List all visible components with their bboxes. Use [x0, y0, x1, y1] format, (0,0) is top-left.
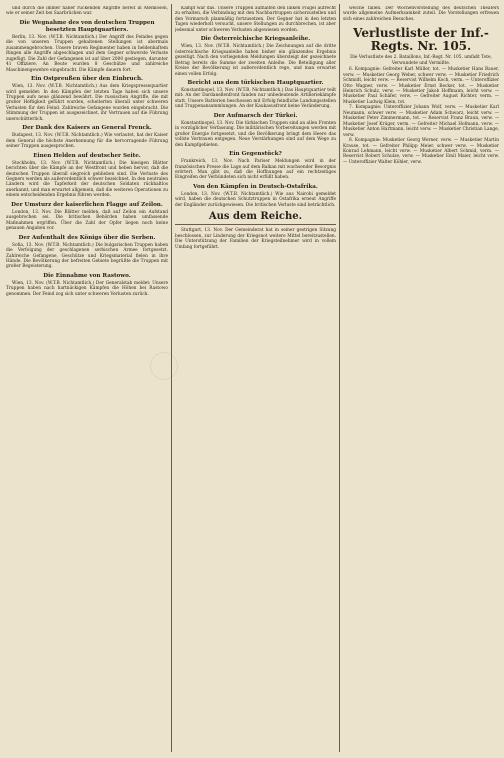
article-headline: Von den Kämpfen in Deutsch-Ostafrika. [193, 183, 318, 190]
article-paragraph: Konstantinopel, 13. Nov. (W.T.B. Nichtamtlich.) Das Hauptquartier teilt mit: An der Dardanellenfront fanden nur unbedeutende Artilleriekämpfe statt. Unsere Batterien beschossen mit Erfolg feindliche Landungsstellen und Truppenansammlungen. An der Kaukasusfront keine Veränderung. [175, 87, 336, 110]
article-paragraph: Budapest, 13. Nov. (W.T.B. Nichtamtlich.) Wie verlautet, hat der Kaiser dem General die höchste Anerkennung für die hervorragende Führung seiner Truppen ausgesprochen. [6, 133, 168, 150]
article-paragraph: welche fallen. Der Wochenvorstellung des deutschen Theaters wurde allgemeine Aufmerksamkeit zuteil. Die Vorstellungen erfreuen sich eines zahlreichen Besuches. [343, 6, 499, 22]
article-paragraph: 7. Kompagnie: Unteroffizier Johann Wolf, verw. — Musketier Karl Neumann, schwer verw. — Musketier Adam Schwarz, leicht verw. — Musketier Peter Zimmermann, tot. — Reservist Franz Braun, verw. — Musketier Josef Krüger, verm. — Gefreiter Michael Hofmann, verw. — Musketier Anton Hartmann, leicht verw. — Musketier Christian Lange, verw. [343, 105, 499, 138]
column-left [6, 6, 168, 750]
article-paragraph: Kampf war das. Unsere Truppen aufhalten den linken Flügel aufrecht zu erhalten, die Verbindung mit den Nachbartruppen sicherzustellen und den Vormarsch planmäßig fortzusetzen. Der Gegner hat in den letzten Tagen wiederholt versucht, unsere Stellungen zu durchbrechen, ist aber jedesmal unter schweren Verlusten abgewiesen worden. [175, 6, 336, 33]
article-headline: Der Dank des Kaisers an General Frenck. [22, 125, 152, 132]
article-paragraph: Berlin, 13. Nov. (W.T.B. Nichtamtlich.) Der Angriff des Feindes gegen die von unseren Truppen gehaltenen Stellungen ist abermals zusammengebrochen. Unsere braven Regimenter haben in heldenhaftem Ringen alle Angriffe abgeschlagen und dem Gegner schwerste Verluste zugefügt. Die Zahl der Gefangenen ist auf über 2000 gestiegen, darunter 41 Offiziere. An Beute wurden 8 Geschütze und zahlreiche Maschinengewehre eingebracht. Die Kämpfe dauern fort. [6, 34, 168, 73]
article-paragraph: London, 13. Nov. (W.T.B. Nichtamtlich.) Wie aus Nairobi gemeldet wird, haben die deutschen Schutztruppen in Ostafrika erneut Angriffe der Engländer zurückgewiesen. Die britischen Verluste sind beträchtlich. [175, 191, 336, 208]
article [6, 153, 168, 199]
article [6, 202, 168, 232]
article-paragraph: Konstantinopel, 13. Nov. Die türkischen Truppen sind an allen Fronten in vorzüglicher Verfassung. Die militärischen Vorbereitungen werden mit großer Energie fortgesetzt, und die Bevölkerung bringt dem Heere das vollste Vertrauen entgegen. Neue Verstärkungen sind auf dem Wege zu den Kampfgebieten. [175, 120, 336, 148]
article [175, 211, 336, 250]
article [6, 273, 168, 297]
article-headline: Der Umsturz der kaiserlichen Flagge auf Zeilon. [11, 201, 163, 208]
article [175, 36, 336, 77]
article-paragraph: London, 13. Nov. Die Blätter melden, daß auf Zeilon ein Aufstand ausgebrochen sei. Die britischen Behörden haben umfassende Maßnahmen ergriffen. Über die Zahl der Opfer liegen noch keine genauen Angaben vor. [6, 209, 168, 232]
article-headline: Ein Gegenstück? [229, 151, 282, 158]
article-headline: Die Einnahme von Rastowo. [43, 272, 131, 279]
article-headline: Aus dem Reiche. [175, 211, 336, 225]
article [6, 6, 168, 17]
article-paragraph: und durch die immer näher rückenden Angriffe bereit in Atemlosen, wie er seiner Zeit bei Saarbrücken war. [6, 6, 168, 17]
article-headline: Die Wegnahme des von deutschen Truppen besetzten Hauptquartiers. [19, 19, 155, 33]
article [6, 20, 168, 73]
article [6, 235, 168, 270]
section-subtitle: Die Verlustliste des 2. Bataillons, Inf.-Regt. Nr. 105, umfaßt Tote, Verwundete und Vermißte. [350, 55, 492, 66]
article-paragraph: Frankreich, 13. Nov. Nach Pariser Meldungen wird in der französischen Presse die Lage auf dem Balkan mit wachsender Besorgnis erörtert. Man gibt zu, daß die Hoffnungen auf ein rechtzeitiges Eingreifen der Verbündeten sich nicht erfüllt haben. [175, 159, 336, 181]
article-headline: Ein Ostpreußen über den Einbruch. [30, 76, 144, 83]
article [6, 76, 168, 122]
article-headline: Der Aufenthalt des Königs über die Serben. [18, 234, 156, 241]
article-headline: Bericht aus dem türkischen Hauptquartier. [187, 79, 324, 86]
section-title: Verlustliste der Inf.-Regts. Nr. 105. [353, 26, 489, 54]
article-headline: Einen Helden auf deutscher Seite. [33, 152, 141, 159]
article [175, 184, 336, 208]
article-headline: Die Österreichische Kriegsanleihe. [200, 36, 311, 43]
article-paragraph: Sofia, 13. Nov. (W.T.B. Nichtamtlich.) Die bulgarischen Truppen haben die Verfolgung der geschlagenen serbischen Armee fortgesetzt. Zahlreiche Gefangene, Geschütze und Kriegsmaterial fielen in ihre Hände. Die Bevölkerung der befreiten Gebiete begrüßte die Truppen mit großer Begeisterung. [6, 242, 168, 270]
article [6, 125, 168, 149]
column-right [343, 6, 499, 750]
article-paragraph: 6. Kompagnie: Gefreiter Karl Müller, tot. — Musketier Hans Bauer, verw. — Musketier Georg Weber, schwer verw. — Musketier Friedrich Schmidt, leicht verw. — Reservist Wilhelm Koch, verm. — Unteroffizier Otto Wagner, verw. — Musketier Ernst Becker, tot. — Musketier Heinrich Schulz, verw. — Musketier Jakob Hoffmann, leicht verw. — Musketier Paul Schäfer, verw. — Gefreiter August Richter, verm. — Musketier Ludwig Klein, tot. [343, 67, 499, 105]
article [343, 27, 499, 165]
article-headline: Der Aufmarsch der Türkei. [213, 112, 298, 119]
article [175, 151, 336, 181]
article-paragraph: Wien, 13. Nov. (W.T.B. Nichtamtlich.) Aus dem Kriegspressequartier wird gemeldet: In den Kämpfen der letzten Tage haben sich unsere Truppen aufs neue glänzend bewährt. Die russischen Angriffe, die mit großer Heftigkeit geführt wurden, scheiterten überall unter schweren Verlusten für den Feind. Zahlreiche Gefangene wurden eingebracht. Die Stimmung der Truppen ist ausgezeichnet, ihr Vertrauen auf die Führung unerschütterlich. [6, 84, 168, 122]
column-rule [339, 4, 340, 752]
article-paragraph: Wien, 13. Nov. (W.T.B. Nichtamtlich.) Die Zeichnungen auf die dritte österreichische Kriegsanleihe haben bisher ein glänzendes Ergebnis gezeitigt. Nach den vorliegenden Meldungen übersteigt der gezeichnete Betrag bereits die Summe der zweiten Anleihe. Die Beteiligung aller Kreise der Bevölkerung ist außerordentlich rege, und man erwartet einen vollen Erfolg. [175, 44, 336, 77]
article [343, 6, 499, 22]
article-paragraph: 8. Kompagnie: Musketier Georg Werner, verw. — Musketier Martin Krause, tot. — Gefreiter Philipp Meier, schwer verw. — Musketier Konrad Lehmann, leicht verw. — Musketier Albert Schmid, verm. — Reservist Robert Schulze, verw. — Musketier Emil Maier, leicht verw. — Unteroffizier Walter Köhler, verw. [343, 138, 499, 165]
article [175, 6, 336, 33]
article [175, 113, 336, 148]
article [175, 80, 336, 110]
column-middle [175, 6, 336, 750]
article-paragraph: Stuttgart, 13. Nov. Der Gemeinderat hat in seiner gestrigen Sitzung beschlossen, zur Linderung der Kriegsnot weitere Mittel bereitzustellen. Die Unterstützung der Familien der Kriegsteilnehmer wird in vollem Umfang fortgeführt. [175, 228, 336, 250]
article-paragraph: Wien, 13. Nov. (W.T.B. Nichtamtlich.) Der Generalstab meldet: Unsere Truppen haben nach hartnäckigen Kämpfen die Höhen bei Rastowo genommen. Der Feind zog sich unter schweren Verlusten zurück. [6, 280, 168, 297]
article-paragraph: Stockholm, 13. Nov. (W.T.B. Nichtamtlich.) Die hiesigen Blätter berichten über die Kämpfe an der Westfront und heben hervor, daß die deutschen Truppen überall siegreich geblieben sind. Die Verluste des Gegners werden als außerordentlich schwer bezeichnet. In den neutralen Ländern wird die Tapferkeit der deutschen Soldaten rückhaltlos anerkannt, und man erwartet allgemein, daß die weiteren Operationen zu einem entscheidenden Ergebnis führen werden. [6, 160, 168, 199]
